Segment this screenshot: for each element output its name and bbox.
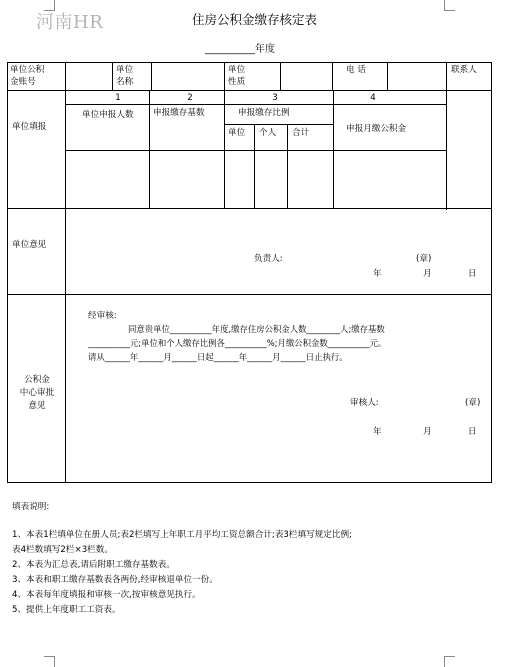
unit-nature-label: 单位 性质 — [228, 65, 246, 87]
center-date-month: 月 — [423, 427, 432, 437]
ratio-sub-total: 合计 — [292, 128, 310, 138]
center-date-day: 日 — [468, 427, 477, 437]
ratio-sub-personal: 个人 — [259, 128, 277, 138]
col-number-3: 3 — [272, 93, 278, 103]
col-header-headcount: 单位申报人数 — [82, 110, 134, 120]
center-approval-line-2: __________元;单位和个人缴存比例各__________%;月缴公积金数__________元。 — [88, 338, 387, 348]
center-reviewer-label: 审核人: — [350, 398, 379, 408]
note-item: 2、本表为汇总表,请后附职工缴存基数表。 — [12, 560, 175, 570]
ratio-sub-unit: 单位 — [228, 128, 246, 138]
opinion-date-month: 月 — [423, 269, 432, 279]
col-number-4: 4 — [370, 93, 376, 103]
phone-label: 电 话 — [346, 65, 366, 75]
col-header-monthly: 申报月缴公积金 — [346, 124, 407, 134]
note-item: 5、提供上年度职工工资表。 — [12, 605, 121, 615]
watermark: 河南HR — [36, 12, 104, 33]
col-number-1: 1 — [115, 93, 121, 103]
center-reviewed-label: 经审核: — [88, 311, 117, 321]
opinion-date-year: 年 — [373, 269, 382, 279]
center-approval-line-1: 同意贵单位__________年度,缴存住房公积金人数________人;缴存基数 — [128, 324, 385, 334]
crop-mark-bottom-left — [44, 656, 55, 667]
center-section-label: 公积金 中心审批 意见 — [19, 375, 55, 411]
center-approval-line-3: 请从______年______月______日起______年______月______日止执行。 — [88, 352, 348, 362]
report-section-label: 单位填报 — [12, 122, 47, 132]
opinion-date-day: 日 — [468, 269, 477, 279]
col-header-ratio: 申报缴存比例 — [238, 108, 290, 118]
col-number-2: 2 — [187, 93, 193, 103]
year-label: __________年度 — [205, 44, 275, 55]
opinion-section-label: 单位意见 — [12, 240, 47, 250]
center-date-year: 年 — [373, 427, 382, 437]
crop-mark-bottom-right — [444, 656, 455, 667]
opinion-seal: (章) — [416, 254, 432, 264]
note-item: 1、本表1栏填单位在册人员;表2栏填写上年职工月平均工资总额合计;表3栏填写规定比例; — [12, 530, 352, 540]
center-seal: (章) — [465, 398, 481, 408]
notes-heading: 填表说明: — [12, 502, 50, 512]
note-item: 4、本表每年度填报和审核一次,按审核意见执行。 — [12, 590, 201, 600]
note-item: 3、本表和职工缴存基数表各两份,经审核退单位一份。 — [12, 575, 218, 585]
col-header-base: 申报缴存基数 — [153, 108, 205, 118]
opinion-responsible-label: 负责人: — [254, 254, 283, 264]
page-title: 住房公积金缴存核定表 — [191, 12, 317, 27]
note-item: 表4栏数填写2栏×3栏数。 — [12, 545, 113, 555]
contact-label: 联系人 — [451, 65, 477, 75]
unit-account-label: 单位公积 金账号 — [10, 65, 45, 87]
unit-name-label: 单位 名称 — [116, 65, 134, 87]
